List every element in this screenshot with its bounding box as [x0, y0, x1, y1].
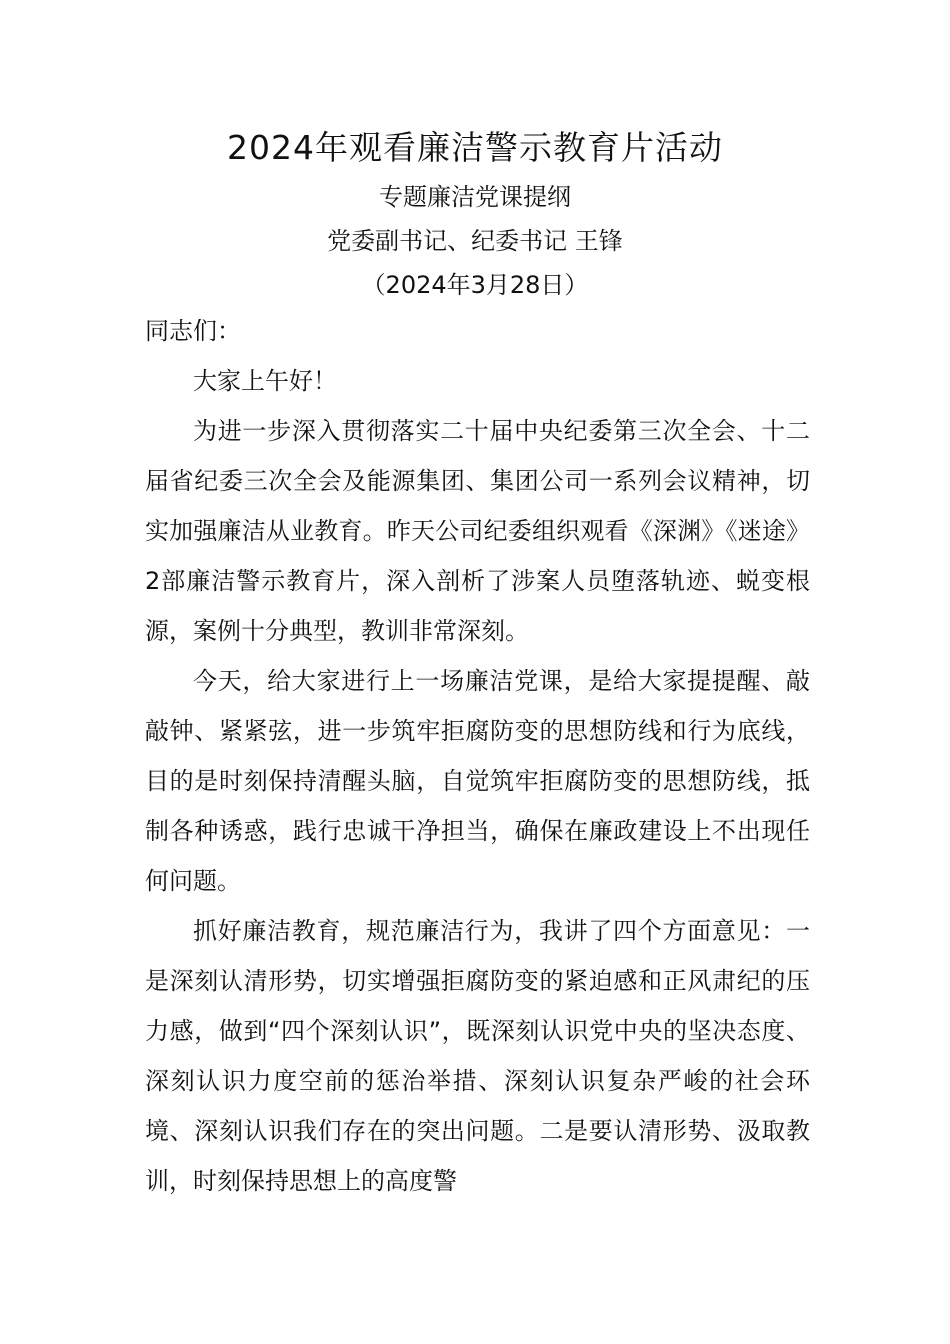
salutation: 同志们：	[145, 317, 241, 345]
document-subtitle: 专题廉洁党课提纲	[379, 183, 571, 211]
date-line: （2024年3月28日）	[361, 271, 589, 299]
document-body	[145, 306, 810, 1206]
paragraph-background: 为进一步深入贯彻落实二十届中央纪委第三次全会、十二届省纪委三次全会及能源集团、集团公司一系列会议精神，切实加强廉洁从业教育。昨天公司纪委组织观看《深渊》《迷途》2部廉洁警示教育片，深入剖析了涉案人员堕落轨迹、蜕变根源，案例十分典型，教训非常深刻。	[145, 417, 810, 645]
document-title: 2024年观看廉洁警示教育片活动	[227, 128, 723, 167]
paragraph-purpose: 今天，给大家进行上一场廉洁党课，是给大家提提醒、敲敲钟、紧紧弦，进一步筑牢拒腐防变的思想防线和行为底线，目的是时刻保持清醒头脑，自觉筑牢拒腐防变的思想防线，抵制各种诱惑，践行忠诚干净担当，确保在廉政建设上不出现任何问题。	[145, 667, 810, 895]
paragraph-outline: 抓好廉洁教育，规范廉洁行为，我讲了四个方面意见：一是深刻认清形势，切实增强拒腐防变的紧迫感和正风肃纪的压力感，做到“四个深刻认识”，既深刻认识党中央的坚决态度、深刻认识力度空前的惩治举措、深刻认识复杂严峻的社会环境、深刻认识我们存在的突出问题。二是要认清形势、汲取教训，时刻保持思想上的高度警	[145, 917, 810, 1195]
speaker-line: 党委副书记、纪委书记 王锋	[327, 227, 623, 255]
paragraph-greeting: 大家上午好！	[193, 367, 337, 395]
